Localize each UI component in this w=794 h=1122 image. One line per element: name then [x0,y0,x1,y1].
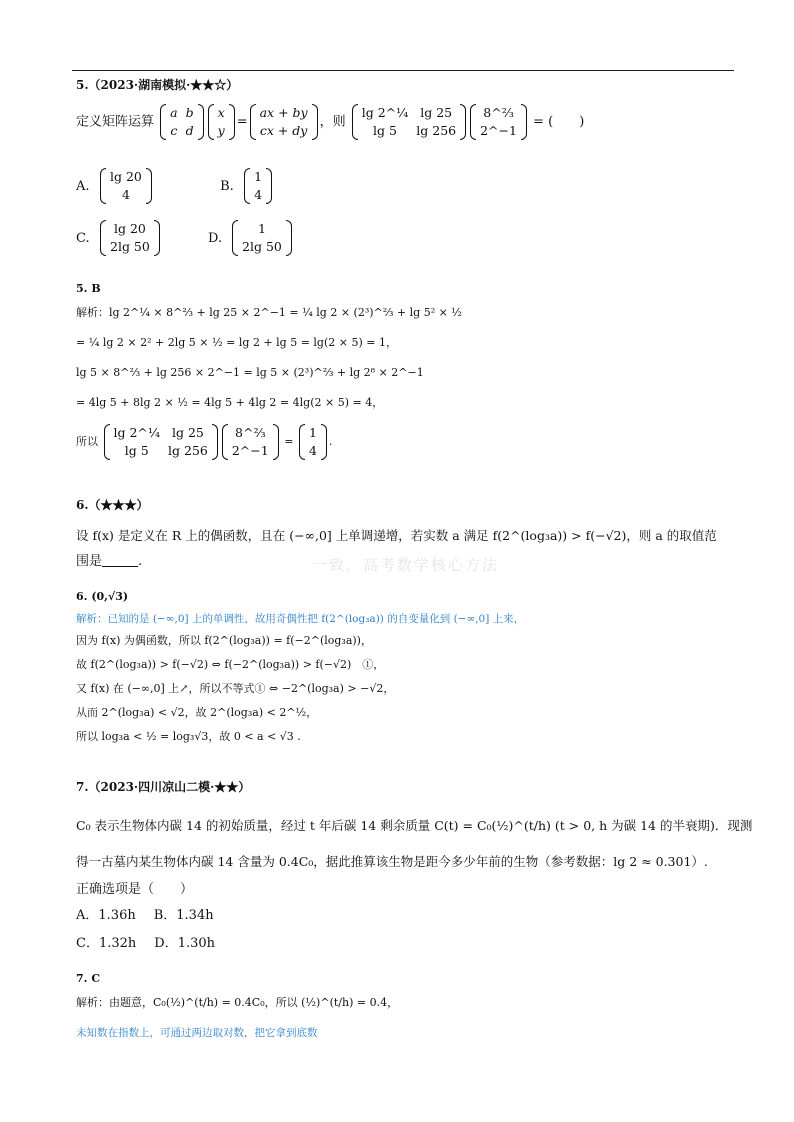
q5-header: 5.（2023·湖南模拟·★★☆） [76,78,239,92]
q5-option-c-label: C. [76,230,90,246]
q5-matrix-xy: x y [208,104,235,140]
a6-line-2: 故 f(2^(log₃a)) > f(−√2) ⇔ f(−2^(log₃a)) > f(−√2) ①， [76,658,385,671]
watermark: 一致，高考数学核心方法 [312,556,500,574]
q5-matrix-abcd: a b c d [160,104,203,140]
q5-option-b-label: B. [220,178,234,194]
q5-matrix-pow: 8^⅔ 2^−1 [470,104,527,140]
q6-header: 6.（★★★） [76,498,149,512]
a6-line-4: 从而 2^(log₃a) < √2，故 2^(log₃a) < 2^½， [76,706,318,719]
q5-option-b-matrix: 1 4 [244,168,272,204]
q7-option-c: C．1.32h [76,936,137,951]
q5-option-a-matrix: lg 20 4 [100,168,152,204]
a7-line-1: 解析：由题意，C₀(½)^(t/h) = 0.4C₀，所以 (½)^(t/h) = 0.4， [76,996,399,1009]
a7-blue-hint: 未知数在指数上，可通过两边取对数，把它拿到底数 [76,1027,318,1039]
q5-stem-mid: ，则 [319,114,346,130]
q5-matrix-lg: lg 2^¼ lg 25 lg 5 lg 256 [352,104,466,140]
a5-final-matrix-result: 1 4 [299,424,327,460]
q5-option-d-label: D. [208,230,223,246]
a7-header: 7. C [76,972,101,985]
a5-line-1: 解析：lg 2^¼ × 8^⅔ + lg 25 × 2^−1 = ¼ lg 2 × (2³)^⅔ + lg 5² × ½ [76,306,462,319]
q7-header: 7.（2023·四川凉山二模·★★） [76,780,251,794]
q7-option-a: A．1.36h [76,908,136,923]
q5-option-row-2 [76,220,294,256]
a5-line-4: = 4lg 5 + 8lg 2 × ½ = 4lg 5 + 4lg 2 = 4lg(2 × 5) = 4， [76,396,384,409]
q5-stem-prefix: 定义矩阵运算 [76,114,155,130]
a6-line-1: 因为 f(x) 为偶函数，所以 f(2^(log₃a)) = f(−2^(log₃a))， [76,634,372,647]
q6-line-2-suffix: . [138,554,143,569]
q7-option-d: D．1.30h [154,936,216,951]
a5-line-2: = ¼ lg 2 × 2² + 2lg 5 × ½ = lg 2 + lg 5 = lg(2 × 5) = 1， [76,336,397,349]
a5-final-end: . [328,435,333,448]
top-rule [72,70,734,71]
a5-final-eq: = [284,435,294,448]
q5-stem: 定义矩阵运算 a b c d x y = ax + by cx + dy ，则 lg 2^¼ lg 25 lg 5 lg 256 8^⅔ 2^−1 = ( ) [76,105,585,138]
q5-option-row-1 [76,168,274,204]
q5-option-a-label: A. [76,178,90,194]
a6-line-3: 又 f(x) 在 (−∞,0] 上↗，所以不等式① ⇔ −2^(log₃a) > −√2， [76,682,395,695]
q7-line-2: 得一古墓内某生物体内碳 14 含量为 0.4C₀，据此推算该生物是距今多少年前的生物（参考数据：lg 2 ≈ 0.301）. [76,854,708,869]
q6-line-2-prefix: 围是 [76,554,103,569]
q7-options-row-2 [76,934,215,954]
a5-header: 5. B [76,282,101,295]
q5-option-c-matrix: lg 20 2lg 50 [100,220,160,256]
q7-line-3: 正确选项是（ ） [76,882,194,897]
q5-matrix-result: ax + by cx + dy [250,104,318,140]
q6-line-1: 设 f(x) 是定义在 R 上的偶函数，且在 (−∞,0] 上单调递增，若实数 a 满足 f(2^(log₃a)) > f(−√2)，则 a 的取值范 [76,528,717,543]
q5-option-d-matrix: 1 2lg 50 [232,220,292,256]
a6-header: 6. (0,√3) [76,590,129,603]
a6-line-5: 所以 log₃a < ½ = log₃√3，故 0 < a < √3 . [76,730,301,743]
a6-blue-hint: 解析：已知的是 (−∞,0] 上的单调性，故用奇偶性把 f(2^(log₃a)) 的自变量化到 (−∞,0] 上来， [76,613,525,625]
q7-line-1: C₀ 表示生物体内碳 14 的初始质量，经过 t 年后碳 14 剩余质量 C(t) = C₀(½)^(t/h) (t > 0, h 为碳 14 的半衰期)．现测 [76,818,753,833]
q6-answer-blank [102,554,138,567]
q5-stem-suffix: = ( ) [533,114,585,130]
a5-final-matrix-lg: lg 2^¼ lg 25 lg 5 lg 256 [104,424,218,460]
q6-line-2 [76,552,142,572]
a5-final-prefix: 所以 [76,435,98,448]
a5-final-matrix-pow: 8^⅔ 2^−1 [222,424,279,460]
q7-option-b: B．1.34h [153,908,214,923]
a5-line-3: lg 5 × 8^⅔ + lg 256 × 2^−1 = lg 5 × (2³)^⅔ + lg 2⁸ × 2^−1 [76,366,424,379]
q7-options-row-1 [76,906,214,926]
a5-final [76,424,332,460]
